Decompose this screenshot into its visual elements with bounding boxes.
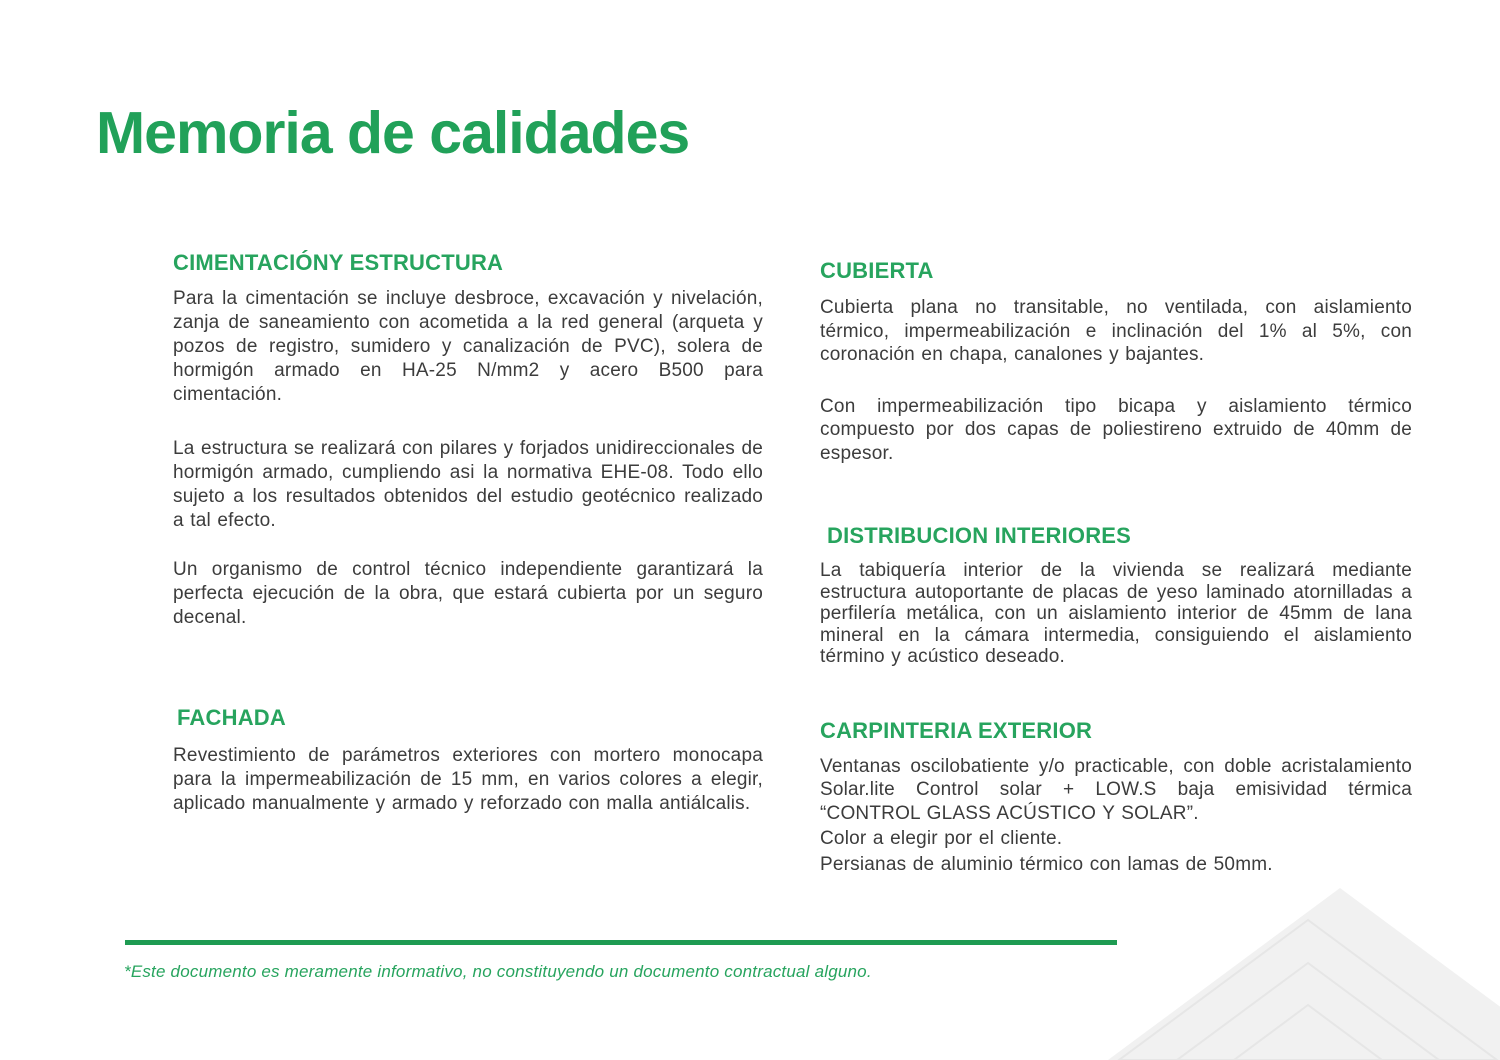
page-title: Memoria de calidades (96, 100, 690, 166)
left-column (173, 240, 763, 816)
paragraph-cubierta-2: Con impermeabilización tipo bicapa y aislamiento térmico compuesto por dos capas de poliestireno extruido de 40mm de espesor. (820, 395, 1412, 464)
paragraph-carpinteria-3: Persianas de aluminio térmico con lamas de 50mm. (820, 853, 1273, 875)
section-heading-fachada: FACHADA (177, 705, 286, 730)
right-column (820, 240, 1412, 876)
footer-divider (125, 940, 1117, 945)
paragraph-cimentacion-3: Un organismo de control técnico independiente garantizará la perfecta ejecución de la obra, que estará cubierta por un seguro decenal. (173, 559, 763, 628)
section-heading-carpinteria-exterior: CARPINTERIA EXTERIOR (820, 717, 1093, 743)
footnote: *Este documento es meramente informativo, no constituyendo un documento contractual alguno. (124, 962, 872, 981)
nested-triangles-icon (1040, 885, 1500, 1060)
paragraph-distribucion-1: La tabiquería interior de la vivienda se realizará mediante estructura autoportante de placas de yeso laminado atornilladas a perfilería metálica, con un aislamiento interior de 45mm de lana mineral en la cámara intermedia, consiguiendo el aislamiento término y acústico deseado. (820, 560, 1412, 667)
section-heading-distribucion-interiores: DISTRIBUCION INTERIORES (827, 523, 1132, 548)
section-heading-cimentacion-estructura: CIMENTACIÓNY ESTRUCTURA (173, 250, 504, 275)
paragraph-fachada-1: Revestimiento de parámetros exteriores con mortero monocapa para la impermeabilización de 15 mm, en varios colores a elegir, aplicado manualmente y armado y reforzado con malla antiálcalis. (173, 745, 763, 814)
paragraph-carpinteria-2: Color a elegir por el cliente. (820, 828, 1063, 849)
paragraph-carpinteria-1: Ventanas oscilobatiente y/o practicable, con doble acristalamiento Solar.lite Control solar + LOW.S baja emisividad térmica “CONTROL GLASS ACÚSTICO Y SOLAR”. (820, 755, 1412, 824)
paragraph-cimentacion-2: La estructura se realizará con pilares y forjados unidireccionales de hormigón armado, cumpliendo asi la normativa EHE-08. Todo ello sujeto a los resultados obtenidos del estudio geotécnico realizado a tal efecto. (173, 438, 763, 531)
paragraph-cubierta-1: Cubierta plana no transitable, no ventilada, con aislamiento térmico, impermeabilización e inclinación del 1% al 5%, con coronación en chapa, canalones y bajantes. (820, 297, 1412, 365)
section-heading-cubierta: CUBIERTA (820, 258, 934, 283)
paragraph-cimentacion-1: Para la cimentación se incluye desbroce, excavación y nivelación, zanja de saneamiento con acometida a la red general (arqueta y pozos de registro, sumidero y canalización de PVC), solera de hormigón armado en HA-25 N/mm2 y acero B500 para cimentación. (173, 288, 763, 405)
